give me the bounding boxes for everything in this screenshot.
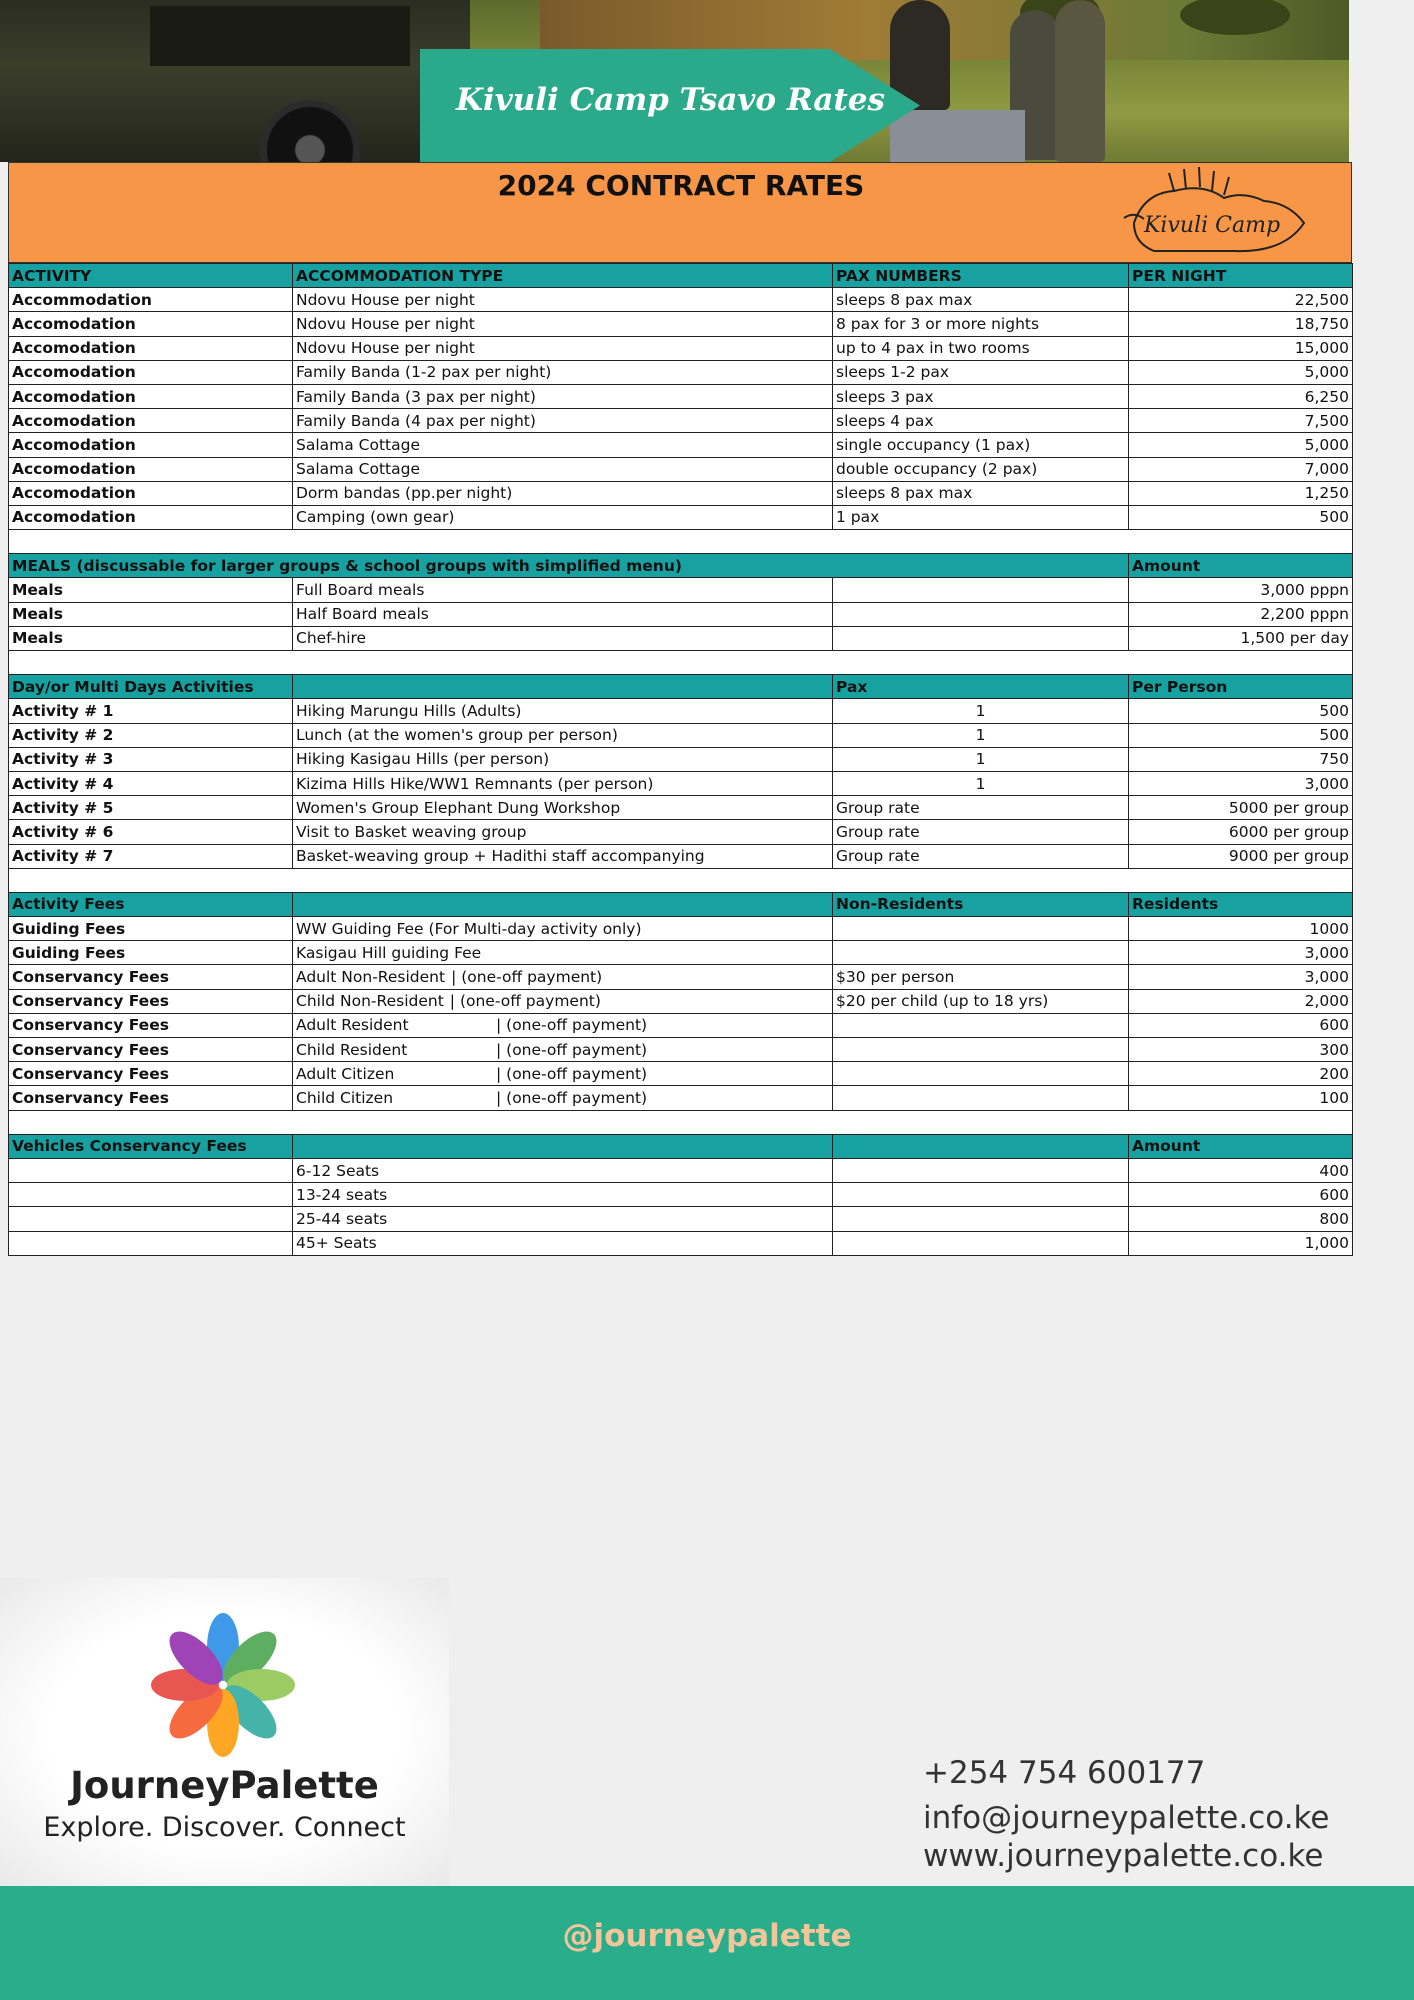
table-cell: 1 [833, 771, 1129, 795]
table-cell: Family Banda (4 pax per night) [293, 409, 833, 433]
table-cell: Group rate [833, 796, 1129, 820]
table-cell: Accomodation [9, 481, 293, 505]
table-cell: Dorm bandas (pp.per night) [293, 481, 833, 505]
kivuli-camp-logo [1114, 163, 1314, 259]
table-cell: Family Banda (3 pax per night) [293, 384, 833, 408]
fee-description: Adult Resident [296, 1016, 409, 1035]
table-cell: 2,000 [1129, 989, 1353, 1013]
column-header [293, 892, 833, 916]
table-cell [293, 1062, 833, 1086]
table-cell: Accomodation [9, 409, 293, 433]
table-cell: 600 [1129, 1183, 1353, 1207]
table-cell: Visit to Basket weaving group [293, 820, 833, 844]
table-cell: Conservancy Fees [9, 1013, 293, 1037]
table-cell [9, 1183, 293, 1207]
table-cell: Activity # 4 [9, 771, 293, 795]
table-cell [833, 1207, 1129, 1231]
spacer-cell [9, 530, 1353, 554]
table-cell: up to 4 pax in two rooms [833, 336, 1129, 360]
table-cell [293, 965, 833, 989]
section-header: MEALS (discussable for larger groups & school groups with simplified menu) [9, 554, 1129, 578]
table-row [9, 1038, 1353, 1062]
table-cell: 45+ Seats [293, 1231, 833, 1255]
meals-header-row [9, 554, 1353, 578]
table-row [9, 723, 1353, 747]
website-link[interactable]: www.journeypalette.co.ke [923, 1838, 1324, 1874]
table-cell: 1,000 [1129, 1231, 1353, 1255]
table-row [9, 989, 1353, 1013]
table-row [9, 384, 1353, 408]
table-cell: 6-12 Seats [293, 1158, 833, 1182]
table-cell: 5,000 [1129, 360, 1353, 384]
table-cell: Ndovu House per night [293, 288, 833, 312]
column-header: Residents [1129, 892, 1353, 916]
phone-number[interactable]: +254 754 600177 [923, 1755, 1206, 1791]
table-cell: Activity # 2 [9, 723, 293, 747]
journeypalette-logo-icon [148, 1610, 298, 1760]
spacer-cell [9, 651, 1353, 675]
table-cell: 6000 per group [1129, 820, 1353, 844]
table-cell: 5000 per group [1129, 796, 1353, 820]
table-cell: Basket-weaving group + Hadithi staff accompanying [293, 844, 833, 868]
table-row [9, 820, 1353, 844]
table-cell: Ndovu House per night [293, 336, 833, 360]
table-cell [833, 1013, 1129, 1037]
table-cell: 1 [833, 747, 1129, 771]
column-header [293, 1134, 833, 1158]
table-row [9, 602, 1353, 626]
table-cell [833, 1231, 1129, 1255]
table-cell [9, 1207, 293, 1231]
table-cell: Conservancy Fees [9, 965, 293, 989]
table-cell: Accomodation [9, 360, 293, 384]
table-cell: 600 [1129, 1013, 1353, 1037]
table-cell: $30 per person [833, 965, 1129, 989]
spacer-row [9, 651, 1353, 675]
fees-header-row [9, 892, 1353, 916]
table-cell: Activity # 3 [9, 747, 293, 771]
column-header: Amount [1129, 554, 1353, 578]
fee-description: Kasigau Hill guiding Fee [296, 943, 482, 962]
table-cell: Meals [9, 578, 293, 602]
table-row [9, 1183, 1353, 1207]
payment-note: | (one-off payment) [496, 1016, 648, 1035]
table-cell: Accomodation [9, 457, 293, 481]
table-row [9, 578, 1353, 602]
payment-note: | (one-off payment) [451, 968, 603, 987]
logo-text: Kivuli Camp [1144, 213, 1281, 238]
fee-description: Adult Non-Resident [296, 968, 446, 987]
activities-header-row [9, 675, 1353, 699]
table-row [9, 1013, 1353, 1037]
banner-title: Kivuli Camp Tsavo Rates [456, 82, 885, 118]
table-cell: 5,000 [1129, 433, 1353, 457]
payment-note: | (one-off payment) [496, 1040, 648, 1059]
vehicle-window [150, 6, 410, 66]
fee-description: Child Resident [296, 1040, 408, 1059]
table-row [9, 433, 1353, 457]
table-cell [833, 1183, 1129, 1207]
table-cell: Meals [9, 626, 293, 650]
column-header: PER NIGHT [1129, 264, 1353, 288]
table-cell: 3,000 [1129, 965, 1353, 989]
table-cell: Group rate [833, 820, 1129, 844]
table-cell: Conservancy Fees [9, 1038, 293, 1062]
table-cell: 3,000 [1129, 941, 1353, 965]
table-cell: Conservancy Fees [9, 989, 293, 1013]
table-cell: Activity # 1 [9, 699, 293, 723]
table-cell: 800 [1129, 1207, 1353, 1231]
table-cell: single occupancy (1 pax) [833, 433, 1129, 457]
column-header: Per Person [1129, 675, 1353, 699]
table-row [9, 481, 1353, 505]
table-row [9, 360, 1353, 384]
table-cell [833, 602, 1129, 626]
email-link[interactable]: info@journeypalette.co.ke [923, 1800, 1330, 1836]
table-cell: 200 [1129, 1062, 1353, 1086]
payment-note: | (one-off payment) [496, 1088, 648, 1107]
column-header: ACCOMMODATION TYPE [293, 264, 833, 288]
table-cell: 25-44 seats [293, 1207, 833, 1231]
table-cell [293, 917, 833, 941]
table-cell: 9000 per group [1129, 844, 1353, 868]
spacer-cell [9, 868, 1353, 892]
column-header: Pax [833, 675, 1129, 699]
table-row [9, 771, 1353, 795]
table-cell: 500 [1129, 699, 1353, 723]
table-cell: Accomodation [9, 336, 293, 360]
table-cell: Camping (own gear) [293, 505, 833, 529]
column-header [833, 1134, 1129, 1158]
table-cell [9, 1158, 293, 1182]
table-row [9, 288, 1353, 312]
table-row [9, 844, 1353, 868]
table-cell: sleeps 1-2 pax [833, 360, 1129, 384]
table-cell: Meals [9, 602, 293, 626]
table-cell: Ndovu House per night [293, 312, 833, 336]
table-cell: Salama Cottage [293, 433, 833, 457]
table-row [9, 409, 1353, 433]
table-cell [833, 626, 1129, 650]
table-cell: 100 [1129, 1086, 1353, 1110]
table-cell: 6,250 [1129, 384, 1353, 408]
table-cell: 1,250 [1129, 481, 1353, 505]
column-header [293, 675, 833, 699]
serving-table [890, 110, 1025, 162]
table-row [9, 941, 1353, 965]
table-cell: 1000 [1129, 917, 1353, 941]
table-row [9, 1086, 1353, 1110]
sheet-title: 2024 CONTRACT RATES [497, 169, 865, 202]
fee-description: Child Citizen [296, 1088, 394, 1107]
table-cell [293, 1086, 833, 1110]
table-cell: Accomodation [9, 505, 293, 529]
table-row [9, 626, 1353, 650]
person-figure [1055, 0, 1105, 162]
payment-note: | (one-off payment) [449, 992, 601, 1011]
brand-tagline: Explore. Discover. Connect [43, 1812, 406, 1843]
rate-sheet [8, 162, 1352, 1256]
table-cell: 22,500 [1129, 288, 1353, 312]
accommodation-header-row [9, 264, 1353, 288]
sheet-header [8, 162, 1352, 263]
table-cell [833, 917, 1129, 941]
table-cell: 7,000 [1129, 457, 1353, 481]
table-cell: Accomodation [9, 312, 293, 336]
table-row [9, 747, 1353, 771]
table-cell: Family Banda (1-2 pax per night) [293, 360, 833, 384]
table-cell [833, 1062, 1129, 1086]
payment-note: | (one-off payment) [496, 1064, 648, 1083]
table-cell: sleeps 3 pax [833, 384, 1129, 408]
rates-table [8, 263, 1353, 1256]
table-cell: Hiking Kasigau Hills (per person) [293, 747, 833, 771]
fee-description: Child Non-Resident [296, 992, 444, 1011]
table-row [9, 457, 1353, 481]
table-cell: Lunch (at the women's group per person) [293, 723, 833, 747]
column-header: Amount [1129, 1134, 1353, 1158]
table-cell: Salama Cottage [293, 457, 833, 481]
table-cell: 500 [1129, 505, 1353, 529]
table-cell: Full Board meals [293, 578, 833, 602]
table-cell: 8 pax for 3 or more nights [833, 312, 1129, 336]
table-cell: 3,000 [1129, 771, 1353, 795]
table-cell: Kizima Hills Hike/WW1 Remnants (per person) [293, 771, 833, 795]
table-row [9, 336, 1353, 360]
table-cell: sleeps 8 pax max [833, 288, 1129, 312]
table-cell [833, 578, 1129, 602]
brand-name: JourneyPalette [70, 1764, 379, 1807]
table-row [9, 699, 1353, 723]
table-cell: Accommodation [9, 288, 293, 312]
table-cell: Conservancy Fees [9, 1062, 293, 1086]
section-header: Vehicles Conservancy Fees [9, 1134, 293, 1158]
table-cell: Guiding Fees [9, 941, 293, 965]
table-cell [833, 1158, 1129, 1182]
table-row [9, 917, 1353, 941]
table-cell: Activity # 6 [9, 820, 293, 844]
table-cell: $20 per child (up to 18 yrs) [833, 989, 1129, 1013]
table-cell: Hiking Marungu Hills (Adults) [293, 699, 833, 723]
table-cell: 300 [1129, 1038, 1353, 1062]
table-cell: 13-24 seats [293, 1183, 833, 1207]
table-cell: 15,000 [1129, 336, 1353, 360]
table-cell [833, 1038, 1129, 1062]
table-cell [833, 1086, 1129, 1110]
column-header: PAX NUMBERS [833, 264, 1129, 288]
fee-description: Adult Citizen [296, 1064, 395, 1083]
table-cell: Accomodation [9, 384, 293, 408]
table-cell: 750 [1129, 747, 1353, 771]
table-row [9, 312, 1353, 336]
table-row [9, 796, 1353, 820]
table-cell: sleeps 4 pax [833, 409, 1129, 433]
table-cell [293, 1038, 833, 1062]
table-cell: 1 [833, 723, 1129, 747]
table-cell: Women's Group Elephant Dung Workshop [293, 796, 833, 820]
table-cell: Group rate [833, 844, 1129, 868]
table-row [9, 1158, 1353, 1182]
table-cell: 400 [1129, 1158, 1353, 1182]
table-cell: 18,750 [1129, 312, 1353, 336]
table-cell: sleeps 8 pax max [833, 481, 1129, 505]
table-cell: Conservancy Fees [9, 1086, 293, 1110]
spacer-row [9, 1110, 1353, 1134]
table-cell [293, 941, 833, 965]
column-header: Activity Fees [9, 892, 293, 916]
table-row [9, 1231, 1353, 1255]
table-cell: 1 [833, 699, 1129, 723]
safari-vehicle [0, 0, 470, 162]
table-cell: double occupancy (2 pax) [833, 457, 1129, 481]
table-cell: Activity # 7 [9, 844, 293, 868]
fee-description: WW Guiding Fee (For Multi-day activity only) [296, 919, 642, 938]
table-cell: 7,500 [1129, 409, 1353, 433]
table-cell: 500 [1129, 723, 1353, 747]
vehicles-header-row [9, 1134, 1353, 1158]
table-row [9, 1062, 1353, 1086]
table-cell: 3,000 pppn [1129, 578, 1353, 602]
table-cell: Half Board meals [293, 602, 833, 626]
table-cell: Accomodation [9, 433, 293, 457]
table-row [9, 1207, 1353, 1231]
table-cell: 1 pax [833, 505, 1129, 529]
social-handle[interactable]: @journeypalette [562, 1918, 852, 1954]
table-cell: 1,500 per day [1129, 626, 1353, 650]
spacer-row [9, 868, 1353, 892]
column-header: Day/or Multi Days Activities [9, 675, 293, 699]
table-cell: Chef-hire [293, 626, 833, 650]
table-cell: 2,200 pppn [1129, 602, 1353, 626]
table-cell [293, 989, 833, 1013]
spacer-cell [9, 1110, 1353, 1134]
table-cell: Activity # 5 [9, 796, 293, 820]
column-header: Non-Residents [833, 892, 1129, 916]
table-cell [293, 1013, 833, 1037]
table-row [9, 505, 1353, 529]
table-cell: Guiding Fees [9, 917, 293, 941]
spacer-row [9, 530, 1353, 554]
table-row [9, 965, 1353, 989]
column-header: ACTIVITY [9, 264, 293, 288]
table-cell [9, 1231, 293, 1255]
table-cell [833, 941, 1129, 965]
